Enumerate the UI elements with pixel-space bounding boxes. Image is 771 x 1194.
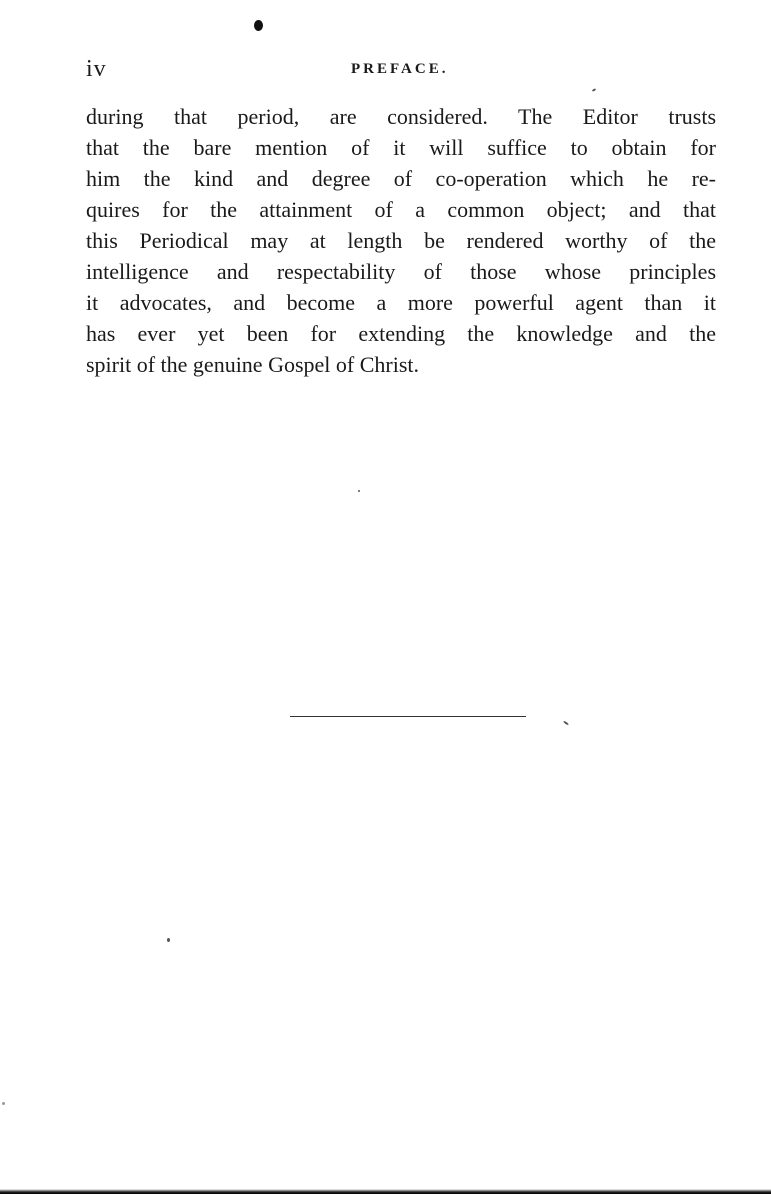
body-text bbox=[86, 101, 716, 380]
section-rule bbox=[290, 716, 526, 717]
text-line: him the kind and degree of co-operation which he re- bbox=[86, 166, 716, 191]
text-line: has ever yet been for extending the knowledge and the bbox=[86, 321, 716, 346]
ink-blot bbox=[254, 20, 263, 31]
paper-speck bbox=[563, 720, 569, 725]
text-line: intelligence and respectability of those whose principles bbox=[86, 259, 716, 284]
page-number: iv bbox=[86, 56, 107, 82]
text-line: quires for the attainment of a common object; and that bbox=[86, 197, 716, 222]
text-line: it advocates, and become a more powerful agent than it bbox=[86, 290, 716, 315]
page-header bbox=[86, 52, 716, 82]
text-line: this Periodical may at length be rendered worthy of the bbox=[86, 228, 716, 253]
paper-speck bbox=[167, 938, 170, 942]
text-line: that the bare mention of it will suffice to obtain for bbox=[86, 135, 716, 160]
paper-speck bbox=[2, 1102, 5, 1105]
paper-speck bbox=[358, 490, 360, 492]
paper-speck bbox=[592, 88, 596, 92]
text-line: spirit of the genuine Gospel of Christ. bbox=[86, 352, 420, 377]
text-line: during that period, are considered. The Editor trusts bbox=[86, 104, 716, 129]
running-head: PREFACE. bbox=[351, 61, 449, 77]
page-bottom-edge bbox=[0, 1189, 771, 1194]
